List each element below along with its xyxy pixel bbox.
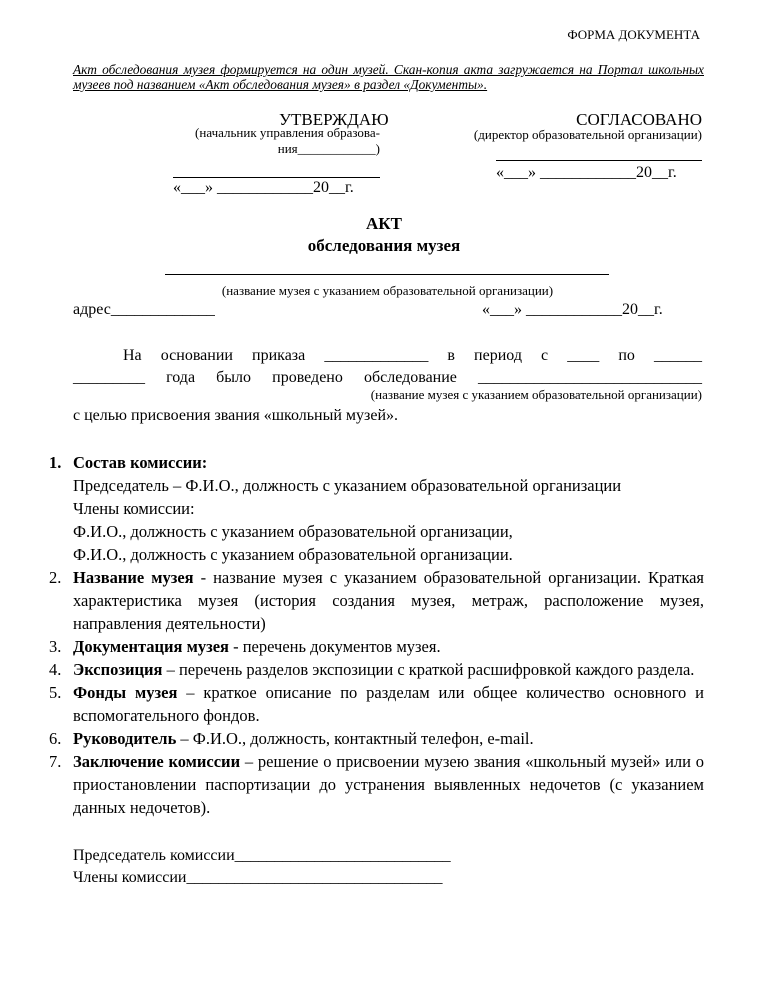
chair-signature: Председатель комиссии___________________________: [73, 847, 451, 864]
item-title: Руководитель: [73, 729, 177, 748]
basis-line-2: _________ года было проведено обследование ____________________________: [73, 369, 702, 386]
act-title: АКТ: [366, 214, 402, 233]
act-items: [28, 451, 704, 819]
list-item: [28, 451, 704, 566]
form-label: ФОРМА ДОКУМЕНТА: [567, 27, 700, 42]
item-text: перечень разделов экспозиции с краткой расшифровкой каждого раздела.: [178, 660, 695, 679]
item-number: 3.: [49, 637, 62, 656]
item-extra: Председатель – Ф.И.О., должность с указанием образовательной организации: [73, 476, 622, 495]
item-sep: –: [177, 683, 204, 702]
item-sep: -: [193, 568, 214, 587]
instruction-note: Акт обследования музея формируется на один музей. Скан-копия акта загружается на Портал школьных музеев под названием «Акт обследования музея» в раздел «Документы».: [73, 62, 704, 92]
item-extra: Ф.И.О., должность с указанием образовательной организации,: [73, 522, 513, 541]
item-title: Экспозиция: [73, 660, 163, 679]
address-field: адрес_____________: [73, 301, 215, 318]
members-signature: Члены комиссии________________________________: [73, 869, 443, 886]
item-title: Название музея: [73, 568, 194, 587]
item-number: 6.: [49, 729, 62, 748]
approve-caption-1: (начальник управления образова-: [195, 125, 380, 140]
item-title: Документация музея: [73, 637, 229, 656]
item-extra: Члены комиссии:: [73, 499, 195, 518]
item-text: перечень документов музея.: [242, 637, 441, 656]
approve-title: УТВЕРЖДАЮ: [279, 110, 389, 129]
item-sep: –: [176, 729, 193, 748]
item-number: 5.: [49, 683, 62, 702]
list-item: [28, 658, 704, 681]
item-text: название музея с указанием образовательной организации. Краткая характеристика музея (история создания музея, метраж, расположение музея, направления деятельности): [73, 568, 704, 633]
list-item: [28, 727, 704, 750]
item-number: 1.: [49, 453, 62, 472]
list-item: [28, 750, 704, 819]
basis-line-1: На основании приказа _____________ в период с ____ по ______: [123, 347, 702, 364]
agree-date: «___» ____________20__г.: [496, 164, 677, 181]
list-item: [28, 635, 704, 658]
item-number: 7.: [49, 752, 62, 771]
item-sep: –: [162, 660, 179, 679]
item-text: решение о присвоении музею звания «школьный музей» или о приостановлении паспортизации до устранения выявленных недочетов (с указанием данных недочетов).: [73, 752, 704, 817]
act-subtitle: обследования музея: [307, 236, 461, 255]
approve-date: «___» ____________20__г.: [173, 179, 354, 196]
museum-caption: (название музея с указанием образовательной организации): [221, 283, 554, 298]
item-title: Состав комиссии:: [73, 453, 208, 472]
act-date: «___» ____________20__г.: [482, 301, 663, 318]
item-title: Заключение комиссии: [73, 752, 241, 771]
agree-signature-line: [496, 160, 702, 161]
item-text: краткое описание по разделам или общее количество основного и вспомогательного фондов.: [73, 683, 705, 725]
item-text: Ф.И.О., должность, контактный телефон, e-mail.: [192, 729, 534, 748]
list-item: [28, 681, 704, 727]
item-sep: –: [240, 752, 258, 771]
approve-caption-2: ния____________): [277, 141, 380, 156]
basis-line-3: с целью присвоения звания «школьный музей».: [73, 407, 399, 424]
item-number: 2.: [49, 568, 62, 587]
item-sep: -: [228, 637, 243, 656]
item-number: 4.: [49, 660, 62, 679]
list-item: [28, 566, 704, 635]
agree-title: СОГЛАСОВАНО: [576, 110, 702, 129]
item-title: Фонды музея: [73, 683, 178, 702]
agree-caption: (директор образовательной организации): [473, 127, 702, 142]
item-extra: Ф.И.О., должность с указанием образовательной организации.: [73, 545, 513, 564]
basis-caption: (название музея с указанием образовательной организации): [370, 387, 702, 402]
museum-name-line: [165, 274, 609, 275]
